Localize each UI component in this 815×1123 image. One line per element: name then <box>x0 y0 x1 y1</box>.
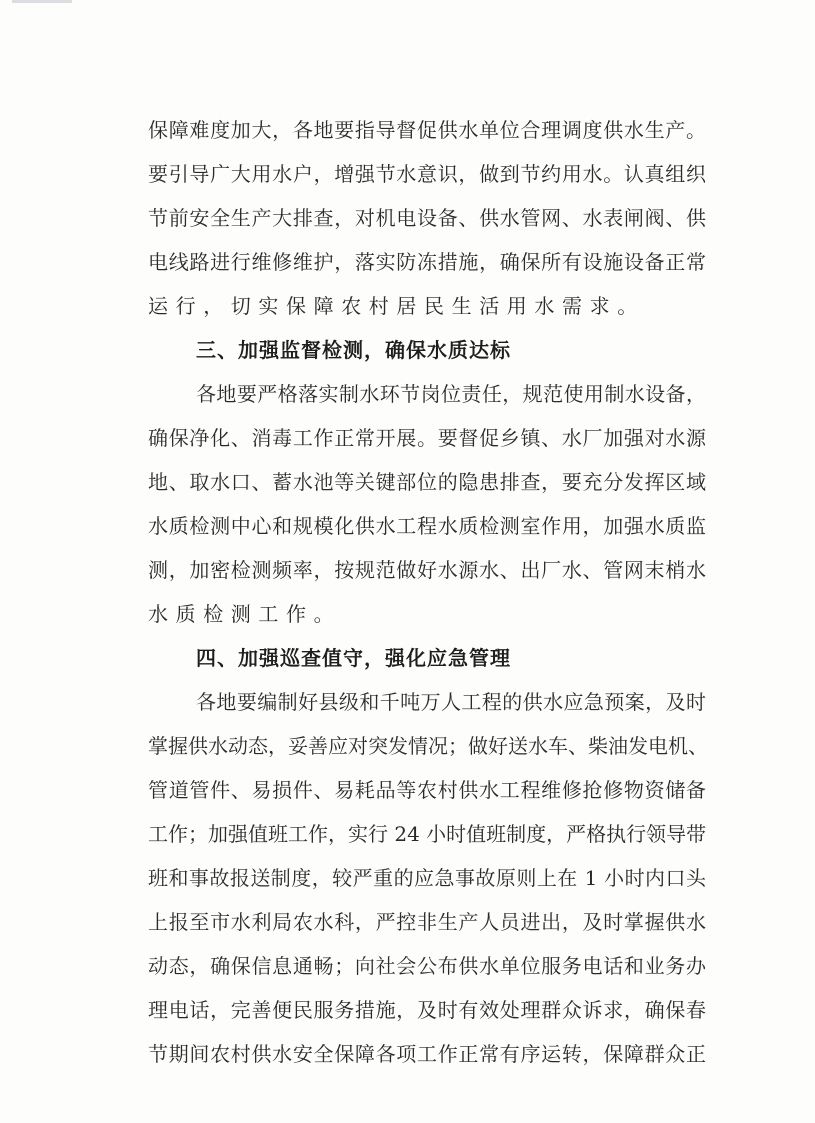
section-heading-3: 三、加强监督检测，确保水质达标 <box>196 338 511 362</box>
paragraph-emergency-management <box>148 684 706 1080</box>
text-line: 各地要严格落实制水环节岗位责任，规范使用制水设备， <box>196 382 706 406</box>
text-line: 管道管件、易损件、易耗品等农村供水工程维修抢修物资储备 <box>148 778 706 802</box>
text-line: 测，加密检测频率，按规范做好水源水、出厂水、管网末梢水 <box>148 558 706 582</box>
text-line: 电线路进行维修维护，落实防冻措施，确保所有设施设备正常 <box>148 250 706 274</box>
text-line: 节期间农村供水安全保障各项工作正常有序运转，保障群众正 <box>148 1042 706 1066</box>
paragraph-water-supply <box>148 112 706 332</box>
document-page <box>148 112 706 1080</box>
text-line: 理电话，完善便民服务措施，及时有效处理群众诉求，确保春 <box>148 998 706 1022</box>
text-line: 动态，确保信息通畅；向社会公布供水单位服务电话和业务办 <box>148 954 706 978</box>
text-line: 运行，切实保障农村居民生活用水需求。 <box>148 294 645 318</box>
text-line: 保障难度加大，各地要指导督促供水单位合理调度供水生产。 <box>148 118 706 142</box>
text-line: 各地要编制好县级和千吨万人工程的供水应急预案，及时 <box>196 690 706 714</box>
text-line: 工作；加强值班工作，实行 24 小时值班制度，严格执行领导带 <box>148 822 707 846</box>
text-line: 上报至市水利局农水科，严控非生产人员进出，及时掌握供水 <box>148 910 706 934</box>
text-line: 确保净化、消毒工作正常开展。要督促乡镇、水厂加强对水源 <box>148 426 706 450</box>
text-line: 要引导广大用水户，增强节水意识，做到节约用水。认真组织 <box>148 162 706 186</box>
text-line: 掌握供水动态，妥善应对突发情况；做好送水车、柴油发电机、 <box>148 734 708 758</box>
text-line: 地、取水口、蓄水池等关键部位的隐患排查，要充分发挥区域 <box>148 470 706 494</box>
paragraph-water-quality <box>148 376 706 640</box>
text-line: 节前安全生产大排查，对机电设备、供水管网、水表闸阀、供 <box>148 206 706 230</box>
section-heading-4: 四、加强巡查值守，强化应急管理 <box>196 646 511 670</box>
text-line: 水质检测中心和规模化供水工程水质检测室作用，加强水质监 <box>148 514 706 538</box>
text-line: 水质检测工作。 <box>148 602 342 626</box>
scan-edge-mark <box>12 0 72 3</box>
text-line: 班和事故报送制度，较严重的应急事故原则上在 1 小时内口头 <box>148 866 706 890</box>
